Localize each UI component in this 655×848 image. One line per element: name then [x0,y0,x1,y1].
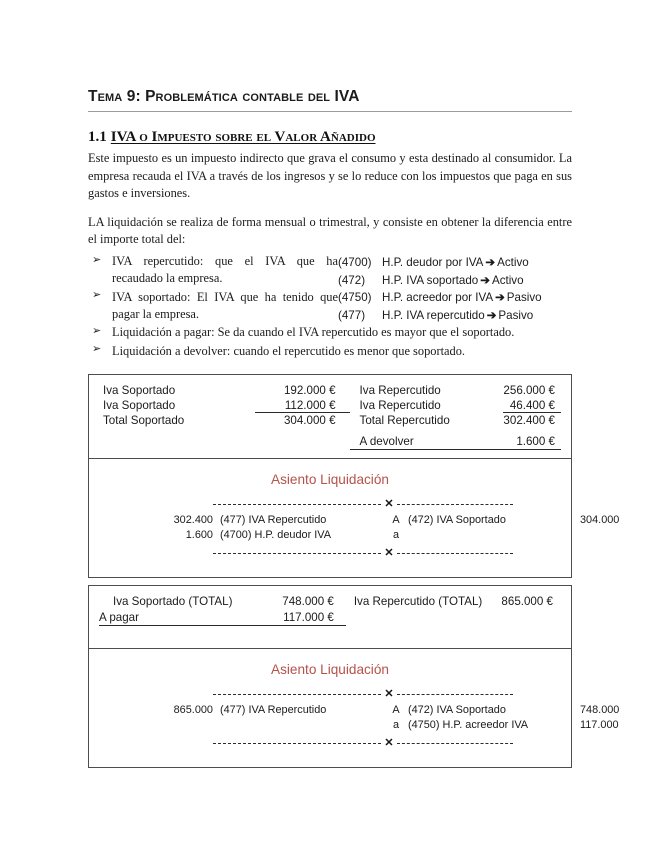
repercutido-total-label: Iva Repercutido (TOTAL) [353,595,483,609]
credit-amount: 748.000 [580,703,620,716]
debit-account: (477) IVA Repercutido [220,513,327,526]
dashed-rule-left [213,504,381,505]
dashed-rule-right [397,553,513,554]
example-one-journal-entry [89,497,620,571]
debit-account: (4700) H.P. deudor IVA [220,529,331,542]
dashed-rule-right [397,694,513,695]
example-two-summary-table [99,594,561,627]
a-devolver-label: A devolver [350,428,504,449]
soportado-value-1: 192.000 € [283,384,336,397]
section-heading [88,129,572,146]
credit-amount: 304.000 [580,513,620,526]
list-item [88,289,338,324]
credit-account: (472) IVA Soportado [408,513,506,526]
account-name: H.P. deudor por IVA [382,256,484,270]
example-one-summary-table [99,383,561,450]
total-soportado-value: 304.000 € [283,414,336,428]
bullet-text: Liquidación a pagar: Se da cuando el IVA repercutido es mayor que el soportado. [112,325,515,340]
a-pagar-label: A pagar [99,610,266,626]
journal-top-rule [95,687,565,703]
credit-account: (4750) H.P. acreedor IVA [408,719,529,732]
bullet-text: IVA repercutido: que el IVA que ha recaudado la empresa. [112,254,338,286]
account-row [338,307,572,325]
account-type: Activo [491,273,524,287]
journal-line [95,718,619,733]
total-soportado-label: Total Soportado [103,414,185,428]
entry-connector: a [392,529,400,542]
example-one-entry-pane [89,459,620,577]
example-two-journal-entry [89,687,620,761]
journal-line [95,513,620,528]
a-pagar-value: 117.000 € [266,610,345,626]
bullets-and-accounts-row [88,253,572,324]
journal-line [95,703,620,718]
list-item [88,253,338,288]
dashed-rule-left [213,694,381,695]
entry-connector: a [392,719,400,732]
asiento-liquidacion-heading-1: Asiento Liquidación [271,471,389,487]
account-code: (4750) [338,291,372,305]
account-reference-list [338,254,572,324]
accounts-right-column [338,253,572,324]
credit-account: (472) IVA Soportado [408,703,506,716]
dashed-rule-right [397,504,513,505]
debit-amount: 1.600 [185,529,213,542]
debit-amount: 302.400 [173,513,213,526]
section-number: 1.1 [88,129,107,145]
example-two-entry-pane [89,649,620,767]
cross-separator-icon: ✕ [384,736,394,749]
bullet-text: IVA soportado: El IVA que ha tenido que pagar la empresa. [112,289,338,322]
account-type: Pasivo [498,308,534,322]
example-two-box [88,585,620,768]
table-row [99,428,561,449]
cross-separator-icon: ✕ [384,497,394,510]
repercutido-label-1: Iva Repercutido [359,384,441,397]
repercutido-label-2: Iva Repercutido [359,399,441,413]
table-row [99,398,561,413]
bullet-list-top [88,253,338,323]
debit-amount: 865.000 [173,703,213,716]
soportado-total-label: Iva Soportado (TOTAL) [113,595,233,609]
bullets-left-column [88,253,338,324]
total-repercutido-label: Total Repercutido [359,414,450,428]
debit-account: (477) IVA Repercutido [220,703,327,716]
credit-amount: 117.000 [580,719,619,732]
asiento-liquidacion-heading-2: Asiento Liquidación [271,661,389,677]
example-one-summary-pane [89,375,571,458]
spacer-cell [501,610,561,626]
dashed-rule-right [397,743,513,744]
chevron-bullet-icon: ➢ [92,343,102,356]
chapter-title: Tema 9: Problemática contable del IVA [88,88,572,112]
example-one-box [88,374,620,578]
arrow-icon: ➔ [486,308,497,322]
chevron-bullet-icon: ➢ [92,289,102,302]
account-code: (4700) [338,256,372,270]
dashed-rule-left [213,743,381,744]
journal-bottom-rule [95,734,565,749]
dashed-rule-left [213,553,381,554]
spacer-cell [346,610,502,626]
bullet-text: Liquidación a devolver: cuando el repercutido es menor que soportado. [112,343,466,358]
arrow-icon: ➔ [485,256,496,270]
entry-connector: A [392,513,400,526]
chevron-bullet-icon: ➢ [92,324,102,337]
account-code: (472) [338,273,366,287]
spacer-cell [255,428,350,449]
account-type: Activo [497,256,529,270]
account-name: H.P. IVA repercutido [382,308,485,322]
table-row [99,383,561,398]
soportado-label-2: Iva Soportado [103,399,176,413]
cross-separator-icon: ✕ [384,687,394,700]
list-item [88,324,572,341]
liquidacion-paragraph: LA liquidación se realiza de forma mensual o trimestral, y consiste en obtener la diferencia entre el importe total del: [88,214,572,247]
table-row [99,413,561,428]
account-type: Pasivo [506,291,542,305]
account-row [338,254,572,272]
bullet-list-bottom [88,324,572,360]
table-row [99,594,561,610]
repercutido-total-value: 865.000 € [501,595,553,609]
section-title-text: IVA o Impuesto sobre el Valor Añadido [110,129,376,145]
journal-bottom-rule [95,544,565,559]
account-row [338,272,572,290]
soportado-value-2: 112.000 € [255,398,350,413]
document-content [88,88,620,768]
spacer-cell [99,428,255,449]
arrow-icon: ➔ [480,273,490,287]
example-two-summary-pane [89,586,571,648]
table-row [99,610,561,626]
repercutido-value-1: 256.000 € [503,384,555,397]
account-name: H.P. IVA soportado [382,273,479,287]
arrow-icon: ➔ [495,291,505,305]
account-code: (477) [338,308,366,322]
intro-paragraph: Este impuesto es un impuesto indirecto que grava el consumo y esta destinado al consumidor. La empresa recauda el IVA a través de los ingresos y se lo reduce con los impuestos que paga en sus gastos e inversiones. [88,151,572,201]
soportado-label-1: Iva Soportado [103,384,176,397]
account-row [338,289,572,307]
account-name: H.P. acreedor por IVA [382,291,494,305]
list-item [88,343,572,360]
repercutido-value-2: 46.400 € [503,398,561,413]
a-devolver-value: 1.600 € [503,428,561,449]
chevron-bullet-icon: ➢ [92,253,102,266]
journal-top-rule [95,497,565,513]
total-repercutido-value: 302.400 € [503,414,555,428]
cross-separator-icon: ✕ [384,546,394,559]
entry-connector: A [392,703,400,716]
journal-line [95,528,565,543]
soportado-total-value: 748.000 € [282,595,334,609]
